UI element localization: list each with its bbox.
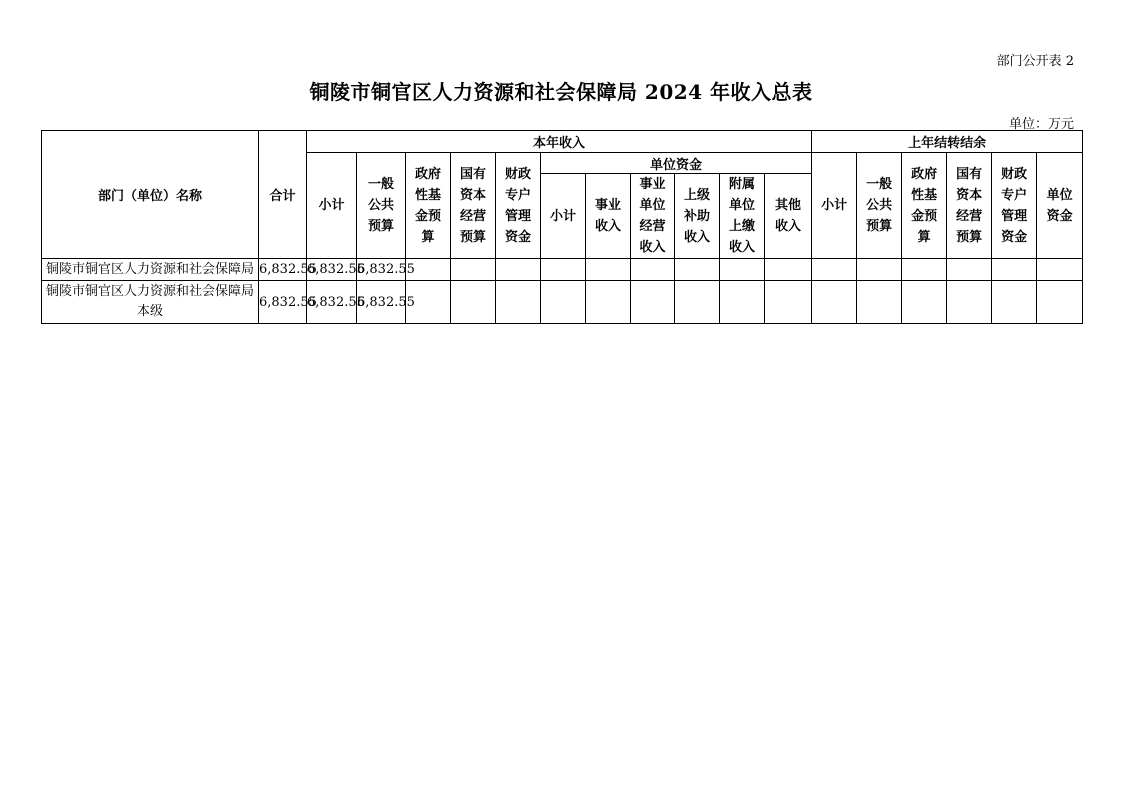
header-unit-funds: 单位资金 [541,153,812,174]
empty-cell [812,281,857,324]
header-co-unit-funds: 单位 资金 [1037,153,1083,259]
empty-cell [1037,259,1083,281]
empty-cell [1037,281,1083,324]
header-uf-business-income: 事业 收入 [586,174,631,259]
empty-cell [947,259,992,281]
empty-cell [631,259,675,281]
empty-cell [765,259,812,281]
header-cy-special-account: 财政 专户 管理 资金 [496,153,541,259]
empty-cell [857,281,902,324]
header-cy-subtotal: 小计 [307,153,357,259]
header-uf-other-income: 其他 收入 [765,174,812,259]
empty-cell [992,259,1037,281]
header-co-state-capital: 国有 资本 经营 预算 [947,153,992,259]
empty-cell [451,281,496,324]
header-current-year-income: 本年收入 [307,131,812,153]
header-cy-state-capital: 国有 资本 经营 预算 [451,153,496,259]
empty-cell [631,281,675,324]
empty-cell [541,259,586,281]
row-general-budget: 6,832.55 [357,259,406,281]
header-dept-name: 部门（单位）名称 [42,131,259,259]
empty-cell [902,259,947,281]
empty-cell [496,281,541,324]
header-uf-operating-income: 事业 单位 经营 收入 [631,174,675,259]
header-co-general-budget: 一般 公共 预算 [857,153,902,259]
empty-cell [720,259,765,281]
empty-cell [902,281,947,324]
empty-cell [812,259,857,281]
header-carryover: 上年结转结余 [812,131,1083,153]
row-total: 6,832.55 [259,259,307,281]
row-general-budget: 6,832.55 [357,281,406,324]
header-co-gov-fund: 政府 性基 金预 算 [902,153,947,259]
empty-cell [947,281,992,324]
empty-cell [765,281,812,324]
empty-cell [675,281,720,324]
row-subtotal: 6,832.55 [307,281,357,324]
table-row [42,259,1083,281]
empty-cell [675,259,720,281]
page-title: 铜陵市铜官区人力资源和社会保障局 2024 年收入总表 [309,80,813,104]
empty-cell [992,281,1037,324]
header-uf-subtotal: 小计 [541,174,586,259]
header-co-subtotal: 小计 [812,153,857,259]
row-dept-name: 铜陵市铜官区人力资源和社会保障局 本级 [42,281,259,324]
empty-cell [720,281,765,324]
row-total: 6,832.55 [259,281,307,324]
income-summary-table [41,130,1083,324]
empty-cell [586,281,631,324]
header-cy-general-budget: 一般 公共 预算 [357,153,406,259]
form-number-label: 部门公开表 2 [996,54,1074,69]
header-cy-gov-fund: 政府 性基 金预 算 [406,153,451,259]
empty-cell [857,259,902,281]
row-dept-name: 铜陵市铜官区人力资源和社会保障局 [42,259,259,281]
header-uf-affiliated-income: 附属 单位 上缴 收入 [720,174,765,259]
header-total: 合计 [259,131,307,259]
empty-cell [496,259,541,281]
table-row [42,281,1083,324]
empty-cell [541,281,586,324]
empty-cell [586,259,631,281]
unit-label: 单位：万元 [1008,117,1074,132]
header-uf-subsidy-income: 上级 补助 收入 [675,174,720,259]
header-co-special-account: 财政 专户 管理 资金 [992,153,1037,259]
row-subtotal: 6,832.55 [307,259,357,281]
empty-cell [451,259,496,281]
